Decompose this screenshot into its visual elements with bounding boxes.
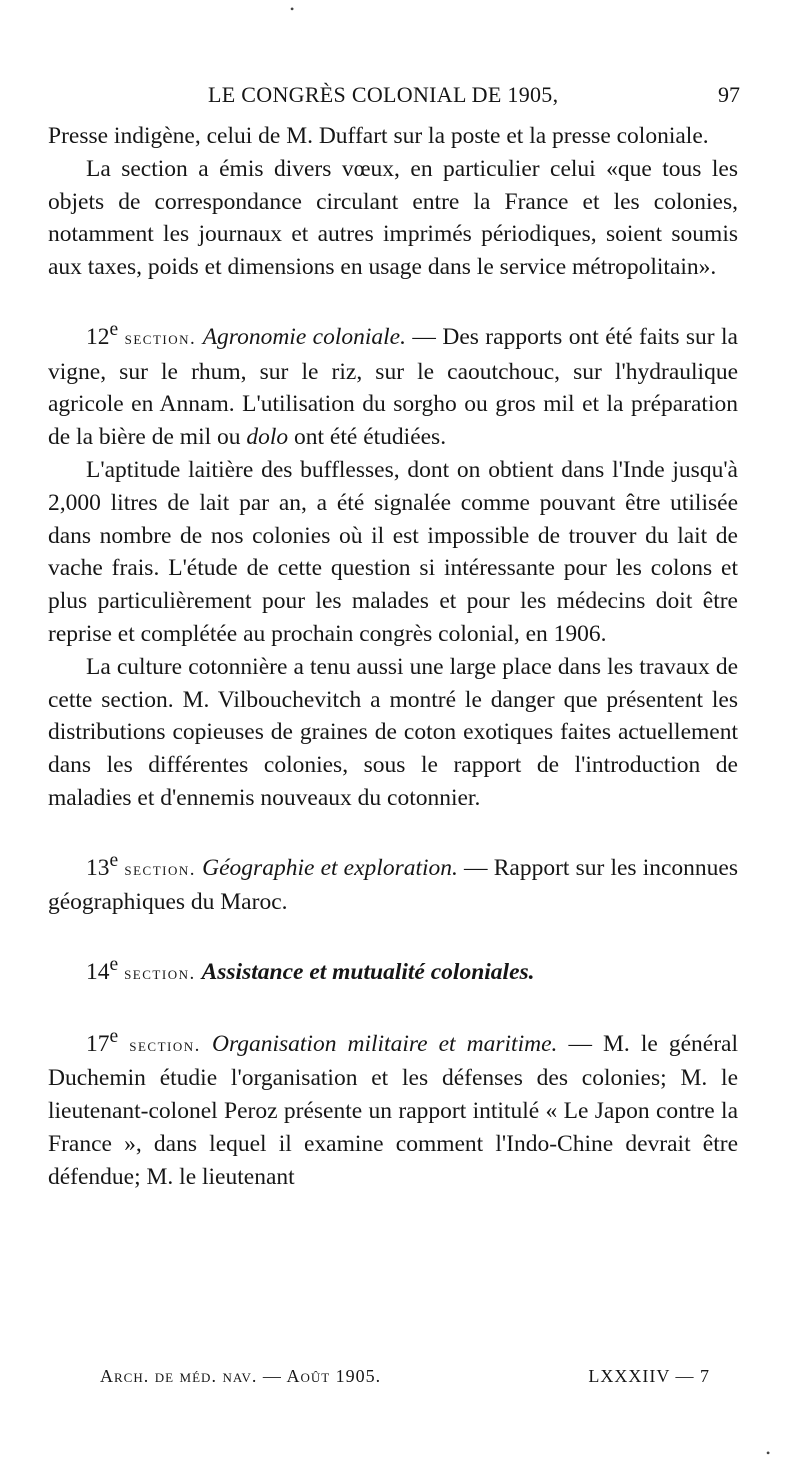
section-12-sup: e	[109, 318, 119, 340]
running-title: LE CONGRÈS COLONIAL DE 1905,	[208, 82, 559, 107]
section-13-text: — Rapport sur les inconnues géographiques du Maroc.	[48, 854, 738, 916]
page-header	[48, 82, 740, 116]
section-13-sup: e	[109, 849, 119, 871]
section-12-title: Agronomie coloniale.	[202, 323, 406, 350]
scan-speck: •	[766, 1446, 771, 1460]
section-14-sup: e	[109, 954, 119, 976]
section-13-paragraph	[48, 845, 738, 919]
section-17-title: Organisation militaire et maritime.	[211, 1030, 558, 1057]
paragraph-presse: Presse indigène, celui de M. Duffart sur la poste et la presse coloniale.	[48, 123, 709, 149]
section-14-paragraph	[48, 949, 738, 991]
section-17-number: 17	[86, 1030, 110, 1057]
section-13-number: 13	[86, 854, 110, 881]
section-12-italic-word: dolo	[246, 424, 289, 451]
footer-signature: LXXXIIV — 7	[588, 1366, 710, 1386]
section-17-paragraph	[48, 1021, 738, 1194]
section-14-title: Assistance et mutualité coloniales.	[201, 959, 535, 986]
paragraph-coton: La culture cotonnière a tenu aussi une large place dans les travaux de cette section. M. Vilbouchevitch a montré le danger que présentent les distributions copieuses de graines de coton exotiques faites actuellement dans les différentes colonies, sous le rapport de l'introduction de maladies et d'ennemis nouveaux du cotonnier.	[48, 653, 738, 811]
section-12-number: 12	[86, 323, 110, 350]
section-17-text: — M. le général Duchemin étudie l'organisation et les défenses des colonies; M. le lieutenant-colonel Peroz présente un rapport intitulé « Le Japon contre la France », dans lequel il examine comment l'Indo-Chine devrait être défendue; M. le lieutenant	[48, 1030, 738, 1190]
page-body	[48, 120, 738, 1194]
section-17-sup: e	[109, 1025, 119, 1047]
scan-speck: •	[290, 2, 295, 16]
section-13-title: Géographie et exploration.	[202, 854, 458, 881]
section-13-label: section.	[124, 858, 196, 880]
section-12-text-end: ont été étudiées.	[288, 424, 447, 451]
page-number: 97	[718, 82, 740, 107]
section-14-number: 14	[86, 959, 110, 986]
section-17-label: section.	[129, 1034, 201, 1056]
section-12-text: — Des rapports ont été faits sur la vigne, sur le rhum, sur le riz, sur le caoutchouc, sur l'hydraulique agricole en Annam. L'utilisation du sorgho ou gros mil et la préparation de la bière de mil ou	[48, 323, 738, 451]
section-14-label: section.	[124, 963, 196, 985]
paragraph-bufflesses: L'aptitude laitière des bufflesses, dont on obtient dans l'Inde jusqu'à 2,000 litres de lait par an, a été signalée comme pouvant être utilisée dans nombre de nos colonies où il est impossible de trouver du lait de vache frais. L'étude de cette question si intéressante pour les colons et plus particulièrement pour les malades et pour les médecins doit être reprise et complétée au prochain congrès colonial, en 1906.	[48, 457, 738, 647]
footer-journal: Arch. de méd. nav. — Août 1905.	[100, 1366, 382, 1386]
section-12-paragraph	[48, 314, 738, 454]
paragraph-voeux: La section a émis divers vœux, en particulier celui «que tous les objets de correspondance circulant entre la France et les colonies, notamment les journaux et autres imprimés périodiques, soient soumis aux taxes, poids et dimensions en usage dans le service métropolitain».	[48, 155, 738, 281]
section-12-label: section.	[124, 327, 197, 349]
